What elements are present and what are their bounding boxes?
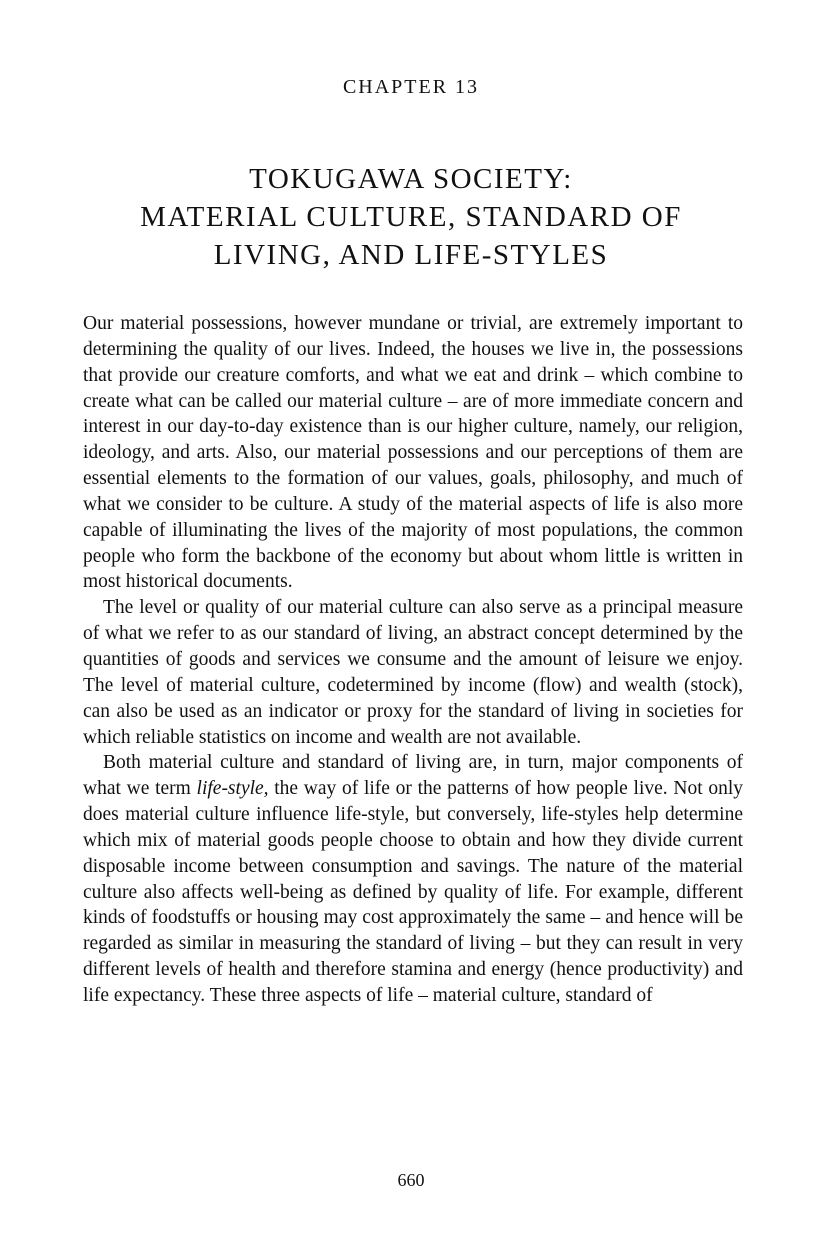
paragraph-1: Our material possessions, however mundane or trivial, are extremely important to determining the quality of our lives. Indeed, the houses we live in, the possessions that provide our creature comforts, and what we eat and drink – which combine to create what can be called our material culture – are of more immediate concern and interest in our day-to-day existence than is our higher culture, namely, our religion, ideology, and arts. Also, our material possessions and our perceptions of them are essential elements to the formation of our values, goals, philosophy, and much of what we consider to be culture. A study of the material aspects of life is also more capable of illuminating the lives of the majority of most populations, the common people who form the backbone of the economy but about whom little is written in most historical documents. (83, 313, 743, 593)
chapter-title-line-3: LIVING, AND LIFE-STYLES (213, 239, 609, 271)
italic-term-life-style: life-style, (196, 778, 269, 800)
chapter-title (60, 160, 762, 274)
chapter-label: CHAPTER 13 (342, 76, 480, 98)
chapter-title-line-2: MATERIAL CULTURE, STANDARD OF (140, 201, 682, 233)
paragraph-3-start: Both material culture and standard of living are, in turn, major components of what we term (83, 752, 743, 800)
paragraph-3 (83, 750, 743, 1008)
body-text (83, 311, 743, 1009)
paragraph-3-rest: the way of life or the patterns of how people live. Not only does material culture influence life-style, but conversely, life-styles help determine which mix of material goods people choose to obtain and how they divide current disposable income between consumption and savings. The nature of the material culture also affects well-being as defined by quality of life. For example, different kinds of foodstuffs or housing may cost approximately the same – and hence will be regarded as similar in measuring the standard of living – but they can result in very different levels of health and therefore stamina and energy (hence productivity) and life expectancy. These three aspects of life – material culture, standard of (83, 778, 743, 1006)
paragraph-2: The level or quality of our material culture can also serve as a principal measure of what we refer to as our standard of living, an abstract concept determined by the quantities of goods and services we consume and the amount of leisure we enjoy. The level of material culture, codetermined by income (flow) and wealth (stock), can also be used as an indicator or proxy for the standard of living in societies for which reliable statistics on income and wealth are not available. (83, 597, 743, 748)
page-number: 660 (397, 1170, 425, 1190)
chapter-title-line-1: TOKUGAWA SOCIETY: (249, 163, 573, 195)
